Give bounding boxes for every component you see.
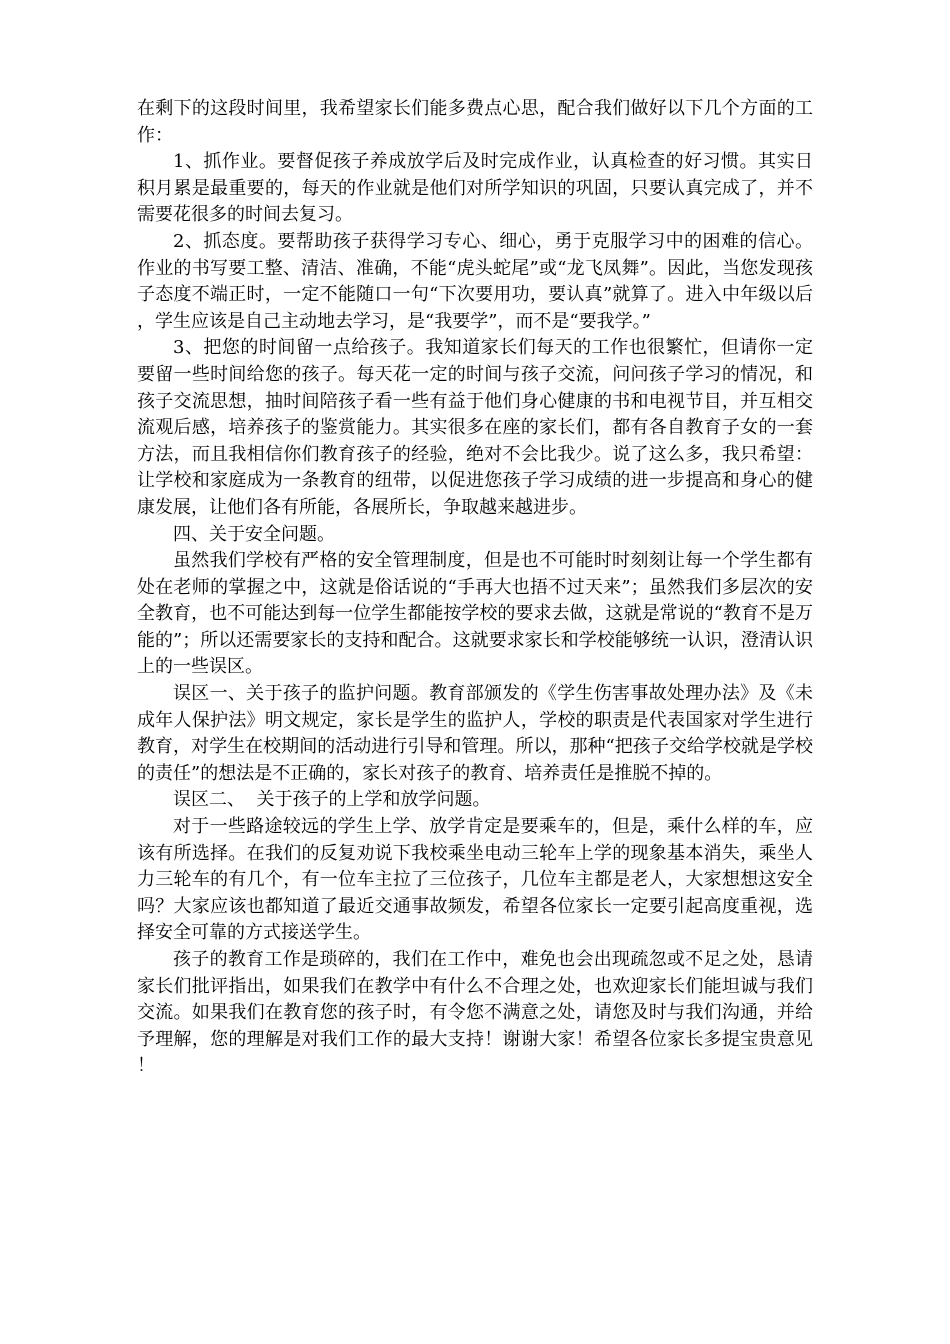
section-safety-heading: 四、关于安全问题。 [173, 523, 335, 545]
myth-two-heading: 误区二、 关于孩子的上学和放学问题。 [173, 789, 491, 811]
myth-one-paragraph: 误区一、关于孩子的监护问题。教育部颁发的《学生伤害事故处理办法》及《未成年人保护法》明文规定，家长是学生的监护人，学校的职责是代表国家对学生进行教育，对学生在校期间的活动进行引导和管理。所以，那种“把孩子交给学校就是学校的责任”的想法是不正确的，家长对孩子的教育、培养责任是推脱不掉的。 [137, 683, 813, 784]
safety-paragraph: 虽然我们学校有严格的安全管理制度，但是也不可能时时刻刻让每一个学生都有处在老师的掌握之中，这就是俗话说的“手再大也捂不过天来”；虽然我们多层次的安全教育，也不可能达到每一位学生都能按学校的要求去做，这就是常说的“教育不是万能的”；所以还需要家长的支持和配合。这就要求家长和学校能够统一认识，澄清认识上的一些误区。 [137, 550, 813, 678]
document-body [137, 96, 813, 1080]
closing-paragraph: 孩子的教育工作是琐碎的，我们在工作中，难免也会出现疏忽或不足之处，恳请家长们批评指出，如果我们在教学中有什么不合理之处，也欢迎家长们能坦诚与我们交流。如果我们在教育您的孩子时，有令您不满意之处，请您及时与我们沟通，并给予理解，您的理解是对我们工作的最大支持！谢谢大家！希望各位家长多提宝贵意见！ [137, 949, 813, 1077]
intro-paragraph: 在剩下的这段时间里，我希望家长们能多费点心思，配合我们做好以下几个方面的工作： [137, 98, 813, 146]
myth-two-paragraph: 对于一些路途较远的学生上学、放学肯定是要乘车的，但是，乘什么样的车，应该有所选择。在我们的反复劝说下我校乘坐电动三轮车上学的现象基本消失，乘坐人力三轮车的有几个，有一位车主拉了三位孩子，几位车主都是老人，大家想想这安全吗？大家应该也都知道了最近交通事故频发，希望各位家长一定要引起高度重视，选择安全可靠的方式接送学生。 [137, 816, 813, 944]
item-time-paragraph: 3、把您的时间留一点给孩子。我知道家长们每天的工作也很繁忙，但请你一定要留一些时间给您的孩子。每天花一定的时间与孩子交流，问问孩子学习的情况，和孩子交流思想，抽时间陪孩子看一些有益于他们身心健康的书和电视节目，并互相交流观后感，培养孩子的鉴赏能力。其实很多在座的家长们，都有各自教育子女的一套方法，而且我相信你们教育孩子的经验，绝对不会比我少。说了这么多，我只希望：让学校和家庭成为一条教育的纽带，以促进您孩子学习成绩的进一步提高和身心的健康发展，让他们各有所能，各展所长，争取越来越进步。 [137, 337, 813, 518]
item-attitude-paragraph: 2、抓态度。要帮助孩子获得学习专心、细心，勇于克服学习中的困难的信心。作业的书写要工整、清洁、准确，不能“虎头蛇尾”或“龙飞凤舞”。因此，当您发现孩子态度不端正时，一定不能随口一句“下次要用功，要认真”就算了。进入中年级以后，学生应该是自己主动地去学习，是“我要学”，而不是“要我学。” [137, 230, 813, 332]
item-homework-paragraph: 1、抓作业。要督促孩子养成放学后及时完成作业，认真检查的好习惯。其实日积月累是最重要的，每天的作业就是他们对所学知识的巩固，只要认真完成了，并不需要花很多的时间去复习。 [137, 151, 813, 226]
